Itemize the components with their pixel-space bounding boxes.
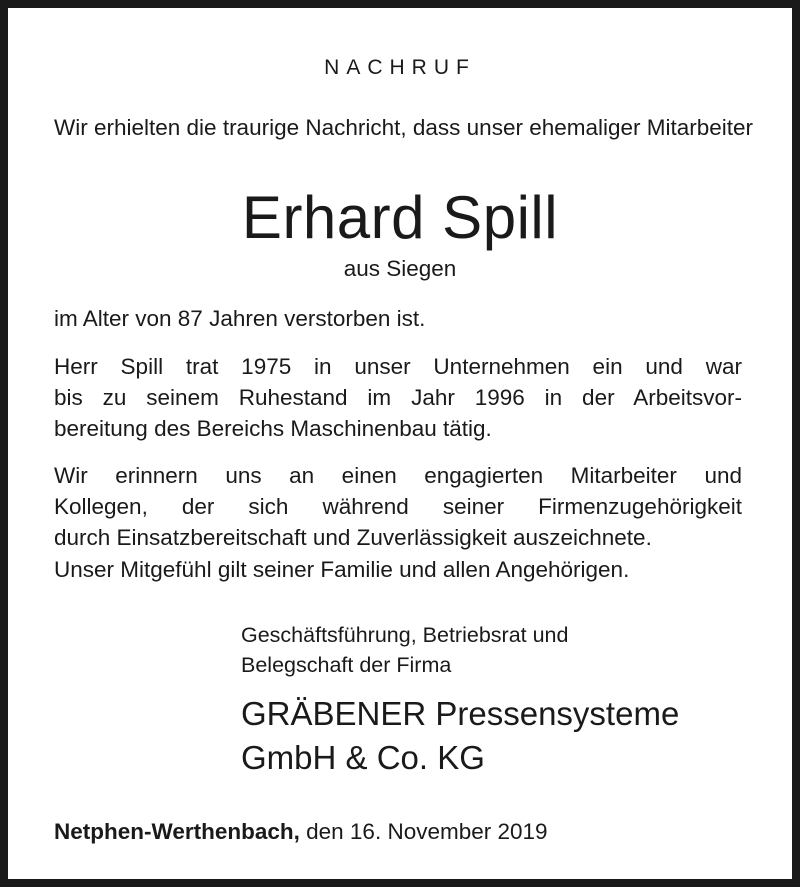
memory-line: Kollegen, der sich während seiner Firmenzugehörigkeit — [54, 494, 742, 519]
sympathy-text: Unser Mitgefühl gilt seiner Familie und allen Angehörigen. — [54, 557, 630, 582]
career-line: bis zu seinem Ruhestand im Jahr 1996 in der Arbeitsvor- — [54, 385, 742, 410]
company-line: GRÄBENER Pressensysteme — [241, 695, 680, 732]
place-date-line — [54, 816, 754, 847]
intro-text: Wir erhielten die traurige Nachricht, dass unser ehemaliger Mitarbeiter — [54, 115, 754, 140]
senders-block — [241, 620, 761, 680]
memory-line: durch Einsatzbereitschaft und Zuverlässigkeit auszeichnete. — [54, 525, 652, 550]
senders-line: Belegschaft der Firma — [241, 653, 452, 677]
notice-heading: NACHRUF — [324, 56, 476, 79]
career-paragraph — [54, 351, 742, 444]
career-line: bereitung des Bereichs Maschinenbau tätig. — [54, 416, 492, 441]
deceased-origin: aus Siegen — [343, 256, 457, 281]
career-line: Herr Spill trat 1975 in unser Unternehmen ein und war — [54, 354, 742, 379]
company-name — [241, 692, 781, 780]
memory-paragraph — [54, 460, 742, 553]
company-line: GmbH & Co. KG — [241, 739, 485, 776]
date: den 16. November 2019 — [306, 819, 548, 844]
deceased-name: Erhard Spill — [241, 184, 559, 251]
memory-line: Wir erinnern uns an einen engagierten Mitarbeiter und — [54, 463, 742, 488]
senders-line: Geschäftsführung, Betriebsrat und — [241, 623, 569, 647]
place: Netphen-Werthenbach, — [54, 819, 300, 844]
age-statement: im Alter von 87 Jahren verstorben ist. — [54, 306, 426, 331]
